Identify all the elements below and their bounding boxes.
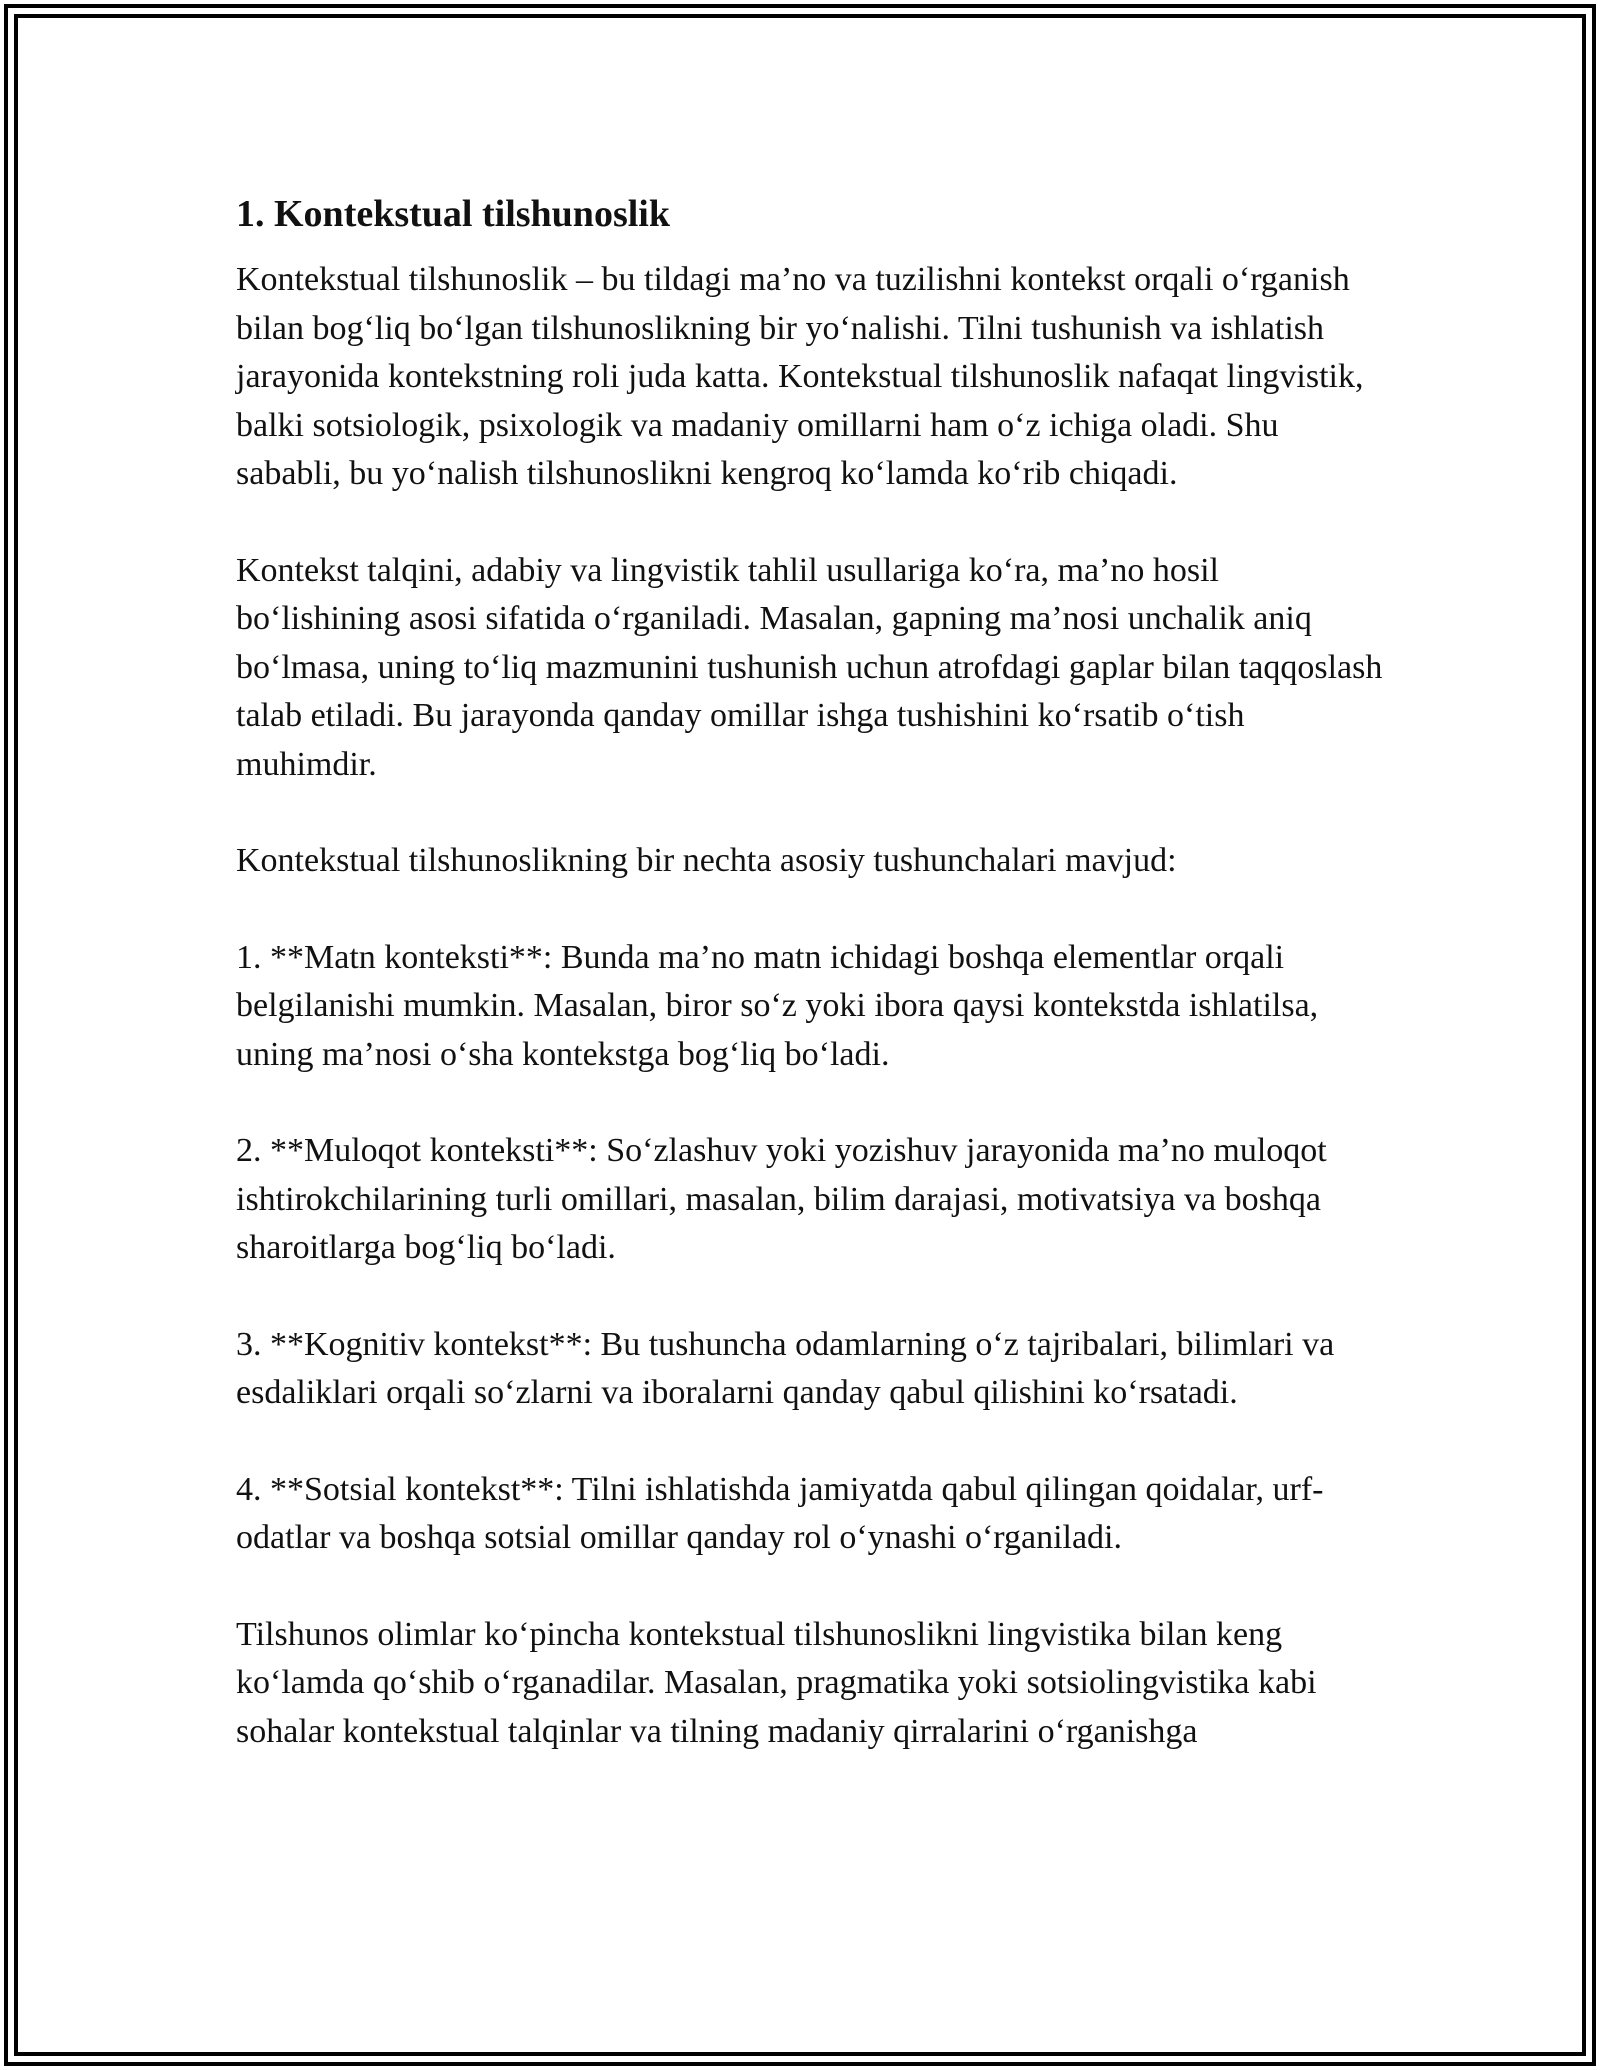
list-item-text-context: 1. **Matn konteksti**: Bunda ma’no matn ichidagi boshqa elementlar orqali belgilanishi mumkin. Masalan, biror so‘z yoki ibora qaysi kontekstda ishlatilsa, uning ma’nosi o‘sha kontekstga bog‘liq bo‘ladi.: [236, 938, 1319, 1073]
list-item-social-context: 4. **Sotsial kontekst**: Tilni ishlatishda jamiyatda qabul qilingan qoidalar, urf-odatlar va boshqa sotsial omillar qanday rol o‘ynashi o‘rganiladi.: [236, 1470, 1324, 1556]
paragraph-intro: Kontekstual tilshunoslik – bu tildagi ma’no va tuzilishni kontekst orqali o‘rganish bilan bog‘liq bo‘lgan tilshunoslikning bir yo‘nalishi. Tilni tushunish va ishlatish jarayonida kontekstning roli juda katta. Kontekstual tilshunoslik nafaqat lingvistik, balki sotsiologik, psixologik va madaniy omillarni ham o‘z ichiga oladi. Shu sababli, bu yo‘nalish tilshunoslikni kengroq ko‘lamda ko‘rib chiqadi.: [236, 261, 1364, 492]
paragraph-conclusion: Tilshunos olimlar ko‘pincha kontekstual tilshunoslikni lingvistika bilan keng ko‘lamda qo‘shib o‘rganadilar. Masalan, pragmatika yoki sotsiolingvistika kabi sohalar kontekstual talqinlar va tilning madaniy qirralarini o‘rganishga: [236, 1615, 1317, 1750]
section-heading: 1. Kontekstual tilshunoslik: [236, 193, 670, 235]
list-item-communication-context: 2. **Muloqot konteksti**: So‘zlashuv yoki yozishuv jarayonida ma’no muloqot ishtirokchilarining turli omillari, masalan, bilim darajasi, motivatsiya va boshqa sharoitlarga bog‘liq bo‘ladi.: [236, 1132, 1327, 1266]
list-item-cognitive-context: 3. **Kognitiv kontekst**: Bu tushuncha odamlarning o‘z tajribalari, bilimlari va esdaliklari orqali so‘zlarni va iboralarni qanday qabul qilishini ko‘rsatadi.: [236, 1325, 1335, 1411]
paragraph-context-interpretation: Kontekst talqini, adabiy va lingvistik tahlil usullariga ko‘ra, ma’no hosil bo‘lishining asosi sifatida o‘rganiladi. Masalan, gapning ma’nosi unchalik aniq bo‘lmasa, uning to‘liq mazmunini tushunish uchun atrofdagi gaplar bilan taqqoslash talab etiladi. Bu jarayonda qanday omillar ishga tushishini ko‘rsatib o‘tish muhimdir.: [236, 551, 1383, 783]
document-body: [236, 188, 1386, 1804]
paragraph-concepts-intro: Kontekstual tilshunoslikning bir nechta asosiy tushunchalari mavjud:: [236, 842, 1177, 879]
